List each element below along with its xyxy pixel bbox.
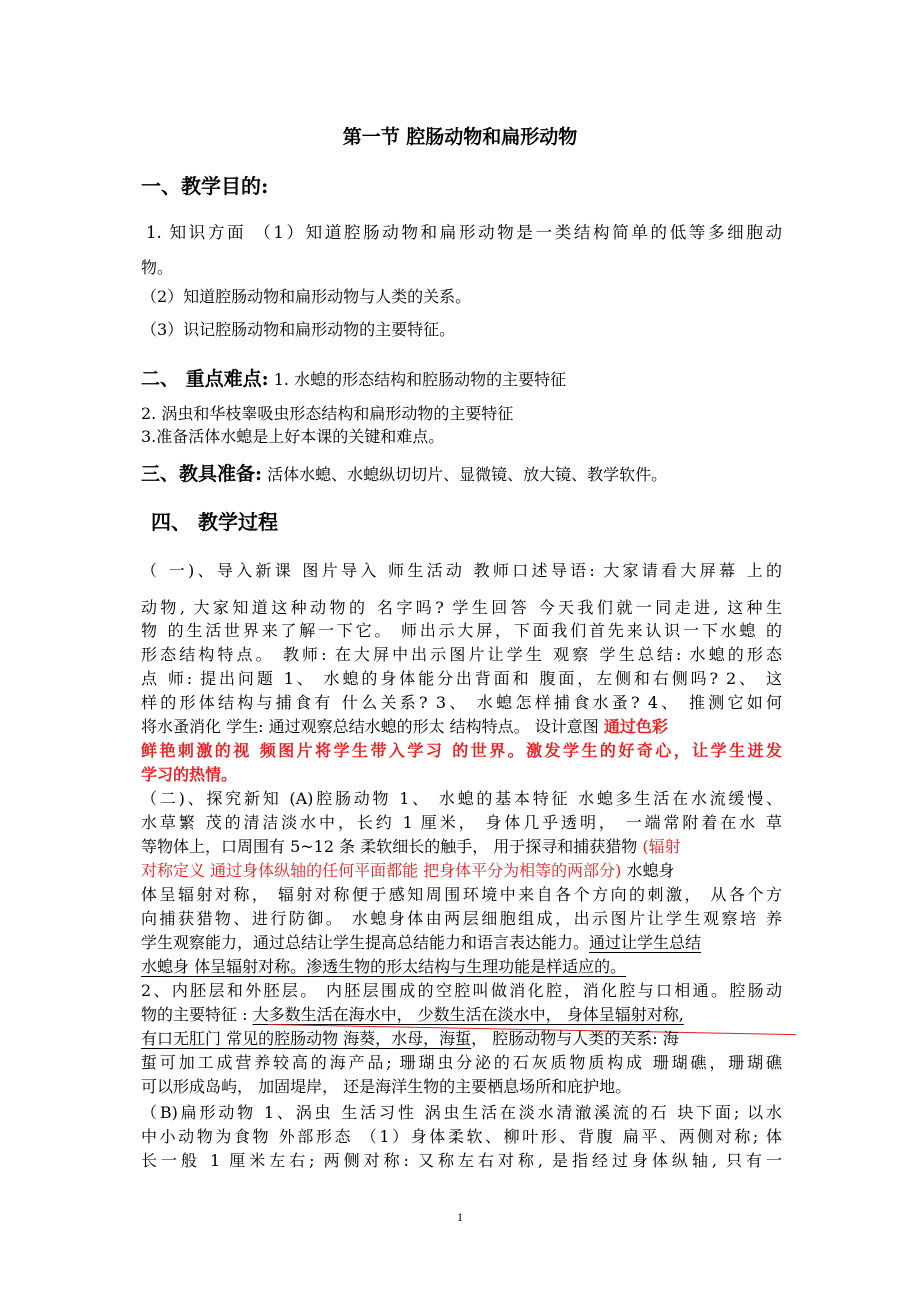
- body-line: 蜇可加工成营养较高的海产品; 珊瑚虫分泌的石灰质物质构成 珊瑚礁，珊瑚礁: [141, 1053, 782, 1072]
- body-line: [141, 835, 782, 859]
- body-text: 学生观察能力，通过总结让学生提高总结能力和语言表达能力。: [141, 933, 590, 952]
- body-line: 长一般 1 厘米左右; 两侧对称: 又称左右对称, 是指经过身体纵轴, 只有一: [141, 1151, 782, 1170]
- body-text: ， 腔肠动物与人类的关系: 海: [471, 1029, 679, 1048]
- definition-highlight: (辐射: [642, 837, 681, 856]
- body-line: 向捕获猎物、进行防御。 水螅身体由两层细胞组成，出示图片让学生观察培 养: [141, 909, 782, 928]
- body-line: [141, 1003, 782, 1027]
- body-text: 水螅身: [621, 861, 675, 880]
- body-line: [141, 859, 782, 883]
- design-intent-line: 学习的热情。: [141, 765, 238, 784]
- underlined-line: 水螅身 体呈辐射对称。渗透生物的形太结构与生理功能是样适应的。: [141, 957, 627, 976]
- section-3-heading: 三、教具准备:: [141, 463, 263, 485]
- body-line: 体呈辐射对称， 辐射对称便于感知周围环境中来自各个方向的刺激， 从各个方: [141, 885, 782, 904]
- body-line: 中小动物为食物 外部形态 （1）身体柔软、柳叶形、背腹 扁平、两侧对称; 体: [141, 1127, 782, 1146]
- body-line: 可以形成岛屿， 加固堤岸， 还是海洋生物的主要栖息场所和庇护地。: [141, 1077, 632, 1096]
- objective-line-2: 物。: [141, 258, 174, 277]
- body-line: [141, 931, 782, 955]
- objective-line-1: 1. 知识方面 （1）知道腔肠动物和扁形动物是一类结构简单的低等多细胞动: [146, 223, 782, 242]
- page-title: 第一节 腔肠动物和扁形动物: [342, 126, 578, 148]
- body-line: 水草繁 茂的清洁淡水中，长约 1 厘米， 身体几乎透明， 一端常附着在水 草: [141, 813, 782, 832]
- underlined-text: 大多数生活在海水中， 少数生活在淡水中， 身体呈辐射对称,: [252, 1005, 684, 1024]
- section-4-heading: 四、 教学过程: [151, 510, 278, 534]
- body-line: （ 一)、导入新课 图片导入 师生活动 教师口述导语: 大家请看大屏幕 上的: [141, 561, 782, 580]
- objective-line-4: （3）识记腔肠动物和扁形动物的主要特征。: [141, 320, 456, 339]
- design-intent-highlight: 通过色彩: [603, 717, 668, 736]
- key-point-2: 2. 涡虫和华枝睾吸虫形态结构和扁形动物的主要特征: [141, 404, 514, 423]
- body-line: 2、内胚层和外胚层。 内胚层围成的空腔叫做消化腔，消化腔与口相通。腔肠动: [141, 981, 782, 1000]
- section-1-heading: 一、教学目的:: [141, 174, 269, 198]
- body-line: 样的形体结构与捕食有 什么关系? 3、 水螅怎样捕食水蚤? 4、 推测它如何: [141, 693, 782, 712]
- body-line: [141, 1027, 782, 1051]
- underlined-text: 通过让学生总结: [589, 933, 702, 952]
- body-text: 物的主要特征 :: [141, 1005, 253, 1024]
- body-line: 物 的生活世界来了解一下它。 师出示大屏，下面我们首先来认识一下水螅 的: [141, 621, 782, 640]
- definition-highlight: 对称定义 通过身体纵轴的任何平面都能 把身体平分为相等的两部分): [141, 861, 622, 880]
- materials-list: 活体水螅、水螅纵切切片、显微镜、放大镜、教学软件。: [262, 465, 668, 484]
- body-text: 等物体上，口周围有 5~12 条 柔软细长的触手， 用于探寻和捕获猎物: [141, 837, 643, 856]
- body-line: 动物, 大家知道这种动物的 名字吗? 学生回答 今天我们就一同走进, 这种生: [141, 598, 782, 617]
- section-2-heading: 二、 重点难点:: [141, 368, 269, 390]
- section-2-line: [141, 364, 782, 395]
- key-point-1: 1. 水螅的形态结构和腔肠动物的主要特征: [268, 370, 567, 389]
- section-3-line: [141, 459, 782, 490]
- body-line: （B)扁形动物 1、涡虫 生活习性 涡虫生活在淡水清澈溪流的石 块下面; 以水: [141, 1103, 782, 1122]
- body-line: 点 师: 提出问题 1、 水螅的身体能分出背面和 腹面，左侧和右侧吗? 2、 这: [141, 669, 782, 688]
- body-line: 形态结构特点。 教师: 在大屏中出示图片让学生 观察 学生总结: 水螅的形态: [141, 645, 782, 664]
- body-line: [141, 715, 782, 739]
- body-line: （二)、探究新知 (A)腔肠动物 1、 水螅的基本特征 水螅多生活在水流缓慢、: [141, 789, 782, 808]
- key-point-3: 3.准备活体水螅是上好本课的关键和难点。: [141, 427, 445, 446]
- objective-line-3: （2）知道腔肠动物和扁形动物与人类的关系。: [141, 287, 472, 306]
- page-number: 1: [457, 1210, 463, 1224]
- underlined-text: 有口无肛门 常见的腔肠动物 海葵，水母，海蜇: [141, 1029, 472, 1048]
- body-text: 将水蚤消化 学生: 通过观察总结水螅的形太 结构特点。 设计意图: [141, 717, 604, 736]
- design-intent-line: 鲜艳刺激的视 频图片将学生带入学习 的世界。激发学生的好奇心，让学生迸发: [141, 741, 782, 760]
